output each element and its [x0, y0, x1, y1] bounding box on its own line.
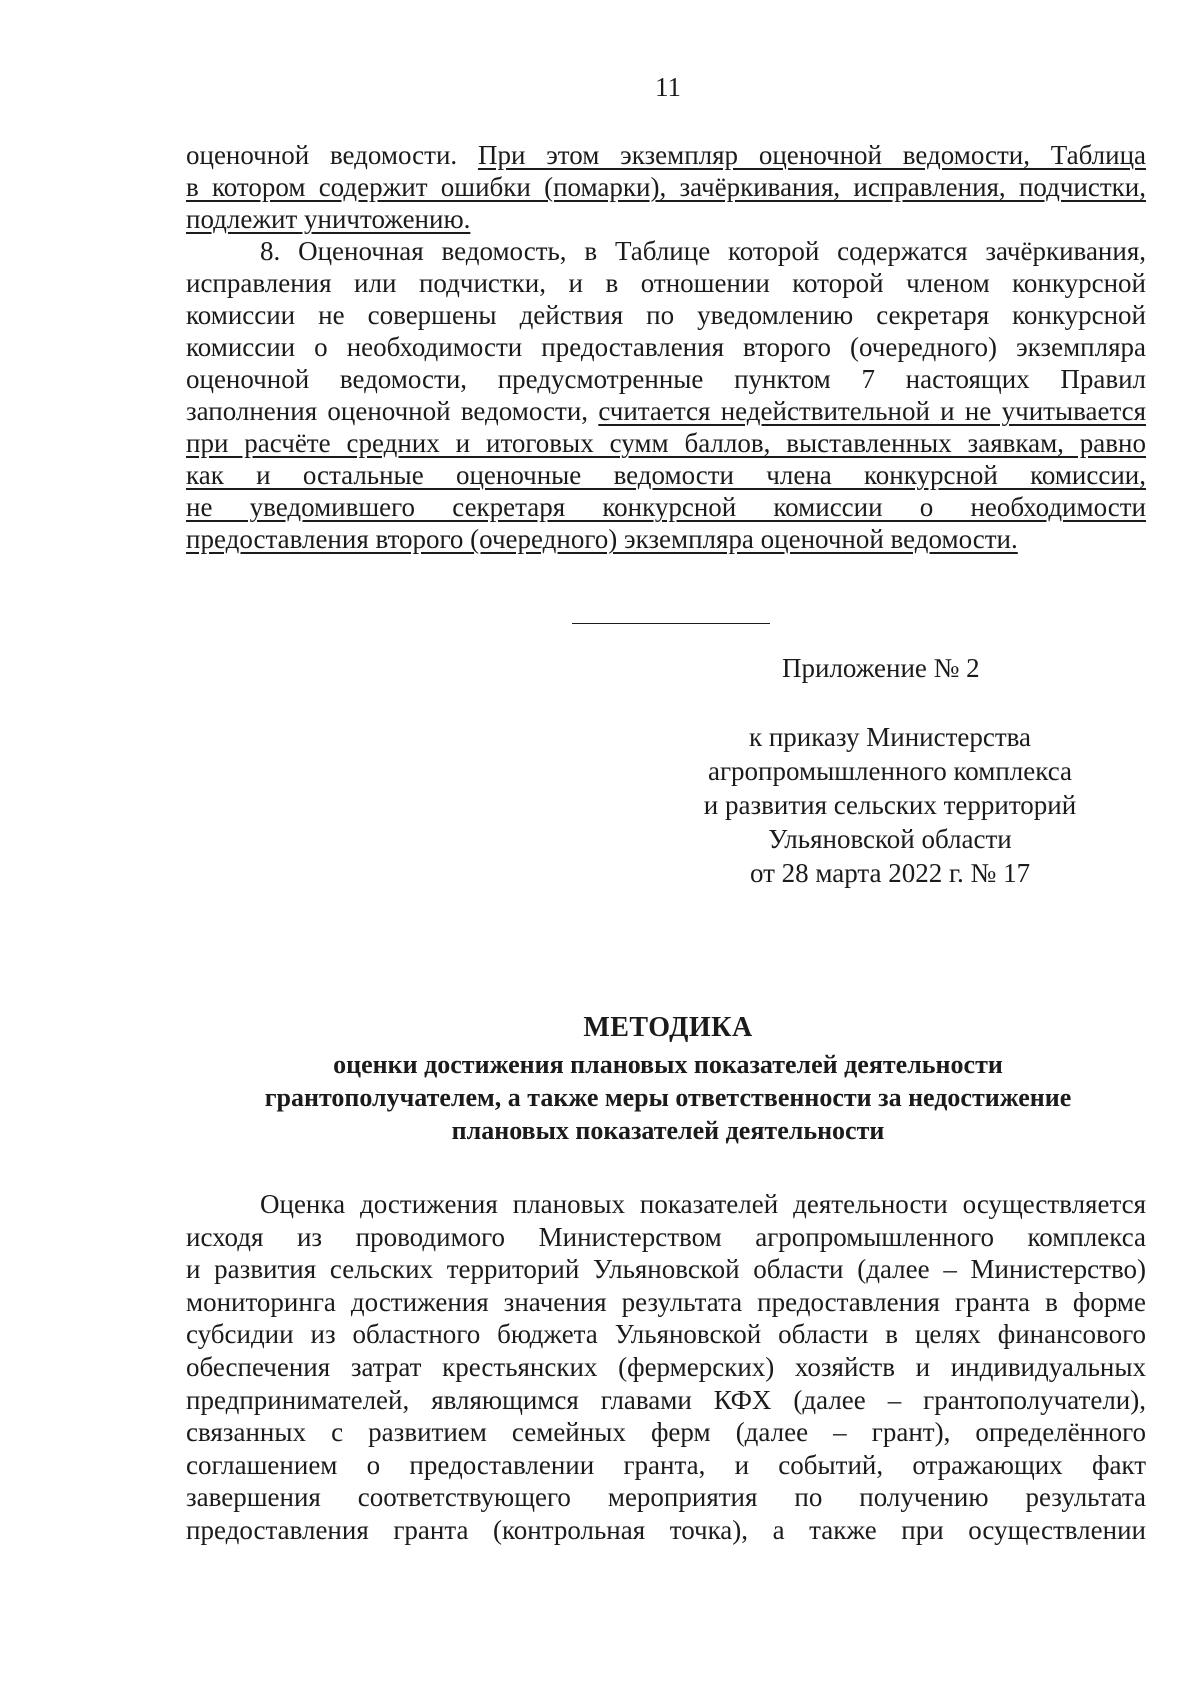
appendix-line: от 28 марта 2022 г. № 17 [749, 858, 1031, 888]
methodology-subtitle [0, 1048, 1200, 1147]
body-line: мониторинга достижения значения результата предоставления гранта в форме [186, 1286, 1146, 1317]
subtitle-line: оценки достижения плановых показателей деятельности [333, 1050, 1003, 1079]
appendix-line: агропромышленного комплекса [708, 756, 1072, 786]
body-line: Оценка достижения плановых показателей деятельности осуществляется [260, 1189, 1146, 1219]
appendix-line: и развития сельских территорий [703, 790, 1077, 820]
appendix-line: Ульяновской области [768, 824, 1012, 854]
underlined-text: как и остальные оценочные ведомости члена конкурсной комиссии, [186, 460, 1146, 490]
underlined-text: в котором содержит ошибки (помарки), зачёркивания, исправления, подчистки, [186, 172, 1146, 202]
text-line [186, 363, 1146, 395]
text-line [186, 427, 1146, 459]
text-segment: комиссии о необходимости предоставления второго (очередного) экземпляра [186, 332, 1146, 362]
text-line [186, 171, 1146, 203]
text-segment: исправления или подчистки, и в отношении которой членом конкурсной [186, 268, 1146, 298]
body-line: завершения соответствующего мероприятия по получению результата [186, 1482, 1146, 1513]
body-line: предоставления гранта (контрольная точка), а также при осуществлении [186, 1515, 1146, 1545]
appendix-title: Приложение № 2 [782, 653, 980, 683]
text-line [186, 395, 1146, 427]
text-line [186, 299, 1146, 331]
text-segment: оценочной ведомости. [186, 140, 478, 170]
text-line [186, 523, 1146, 555]
text-segment: комиссии не совершены действия по уведомлению секретаря конкурсной [186, 300, 1146, 330]
body-line: соглашением о предоставлении гранта, и событий, отражающих факт [186, 1449, 1146, 1480]
underlined-text: подлежит уничтожению. [186, 204, 471, 234]
text-line [186, 491, 1146, 523]
text-segment: оценочной ведомости, предусмотренные пунктом 7 настоящих Правил [186, 364, 1146, 394]
body-line: обеспечения затрат крестьянских (фермерских) хозяйств и индивидуальных [186, 1352, 1146, 1382]
body-line: исходя из проводимого Министерством агропромышленного комплекса [186, 1221, 1146, 1252]
subtitle-line: грантополучателем, а также меры ответственности за недостижение [264, 1083, 1072, 1112]
section-separator [572, 623, 770, 624]
subtitle-line: плановых показателей деятельности [451, 1116, 885, 1145]
underlined-text: при расчёте средних и итоговых сумм баллов, выставленных заявкам, равно [186, 428, 1146, 458]
body-line: и развития сельских территорий Ульяновской области (далее – Министерство) [186, 1254, 1146, 1285]
appendix-line: к приказу Министерства [748, 722, 1032, 752]
body-line: предпринимателей, являющимся главами КФХ (далее – грантополучатели), [186, 1384, 1146, 1415]
text-line [186, 459, 1146, 491]
underlined-text: При этом экземпляр оценочной ведомости, Таблица [477, 140, 1147, 170]
text-line [186, 139, 1146, 171]
text-line [186, 267, 1146, 299]
underlined-text: предоставления второго (очередного) экземпляра оценочной ведомости. [186, 524, 1018, 554]
underlined-text: не уведомившего секретаря конкурсной комиссии о необходимости [186, 492, 1146, 522]
body-line: субсидии из областного бюджета Ульяновской области в целях финансового [186, 1319, 1146, 1350]
methodology-title: МЕТОДИКА [583, 1012, 753, 1043]
text-line [260, 235, 1146, 267]
text-line [186, 203, 1146, 235]
appendix-reference [680, 720, 1100, 890]
text-segment: заполнения оценочной ведомости, [186, 396, 599, 426]
text-segment: 8. Оценочная ведомость, в Таблице которой содержатся зачёркивания, [260, 236, 1146, 266]
underlined-text: считается недействительной и не учитывается [598, 396, 1146, 426]
body-line: связанных с развитием семейных ферм (далее – грант), определённого [186, 1417, 1146, 1448]
page-number: 11 [655, 72, 681, 102]
text-line [186, 331, 1146, 363]
